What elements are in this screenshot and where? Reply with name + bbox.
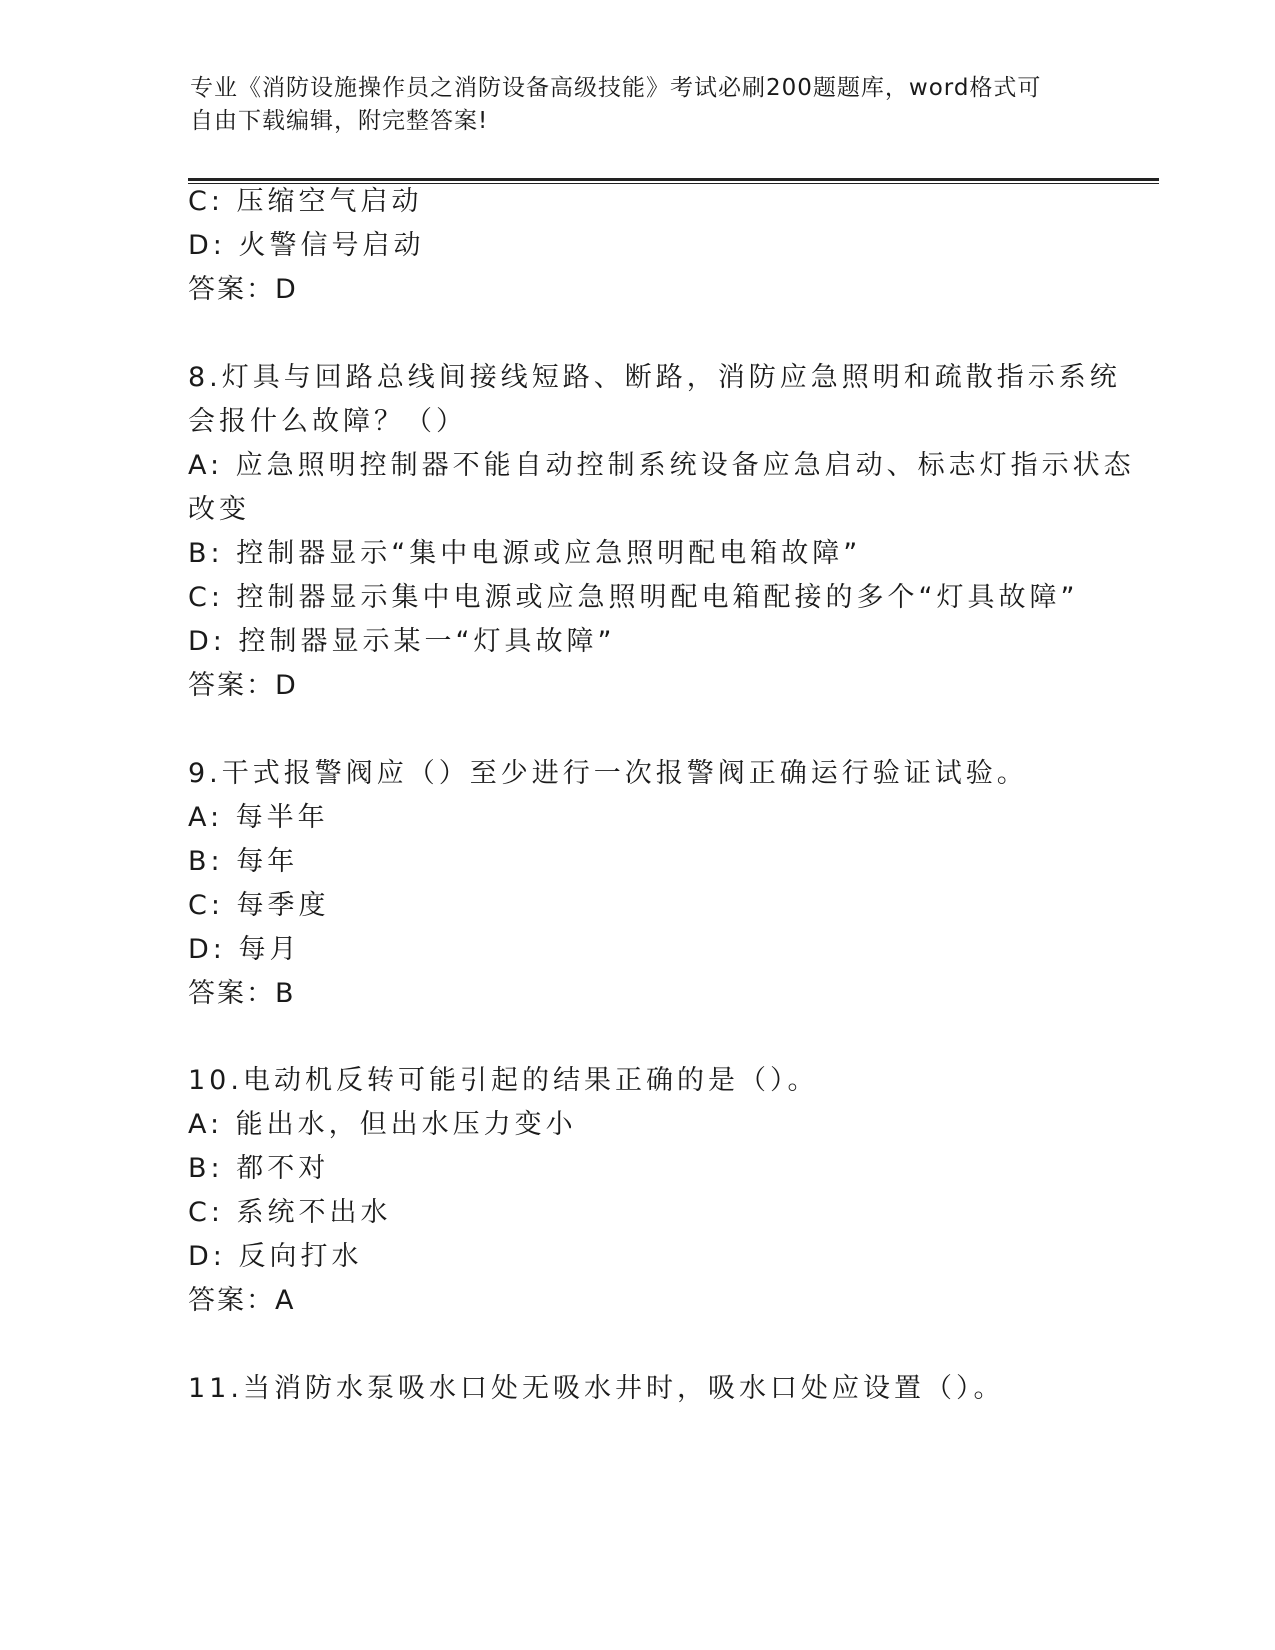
header-line-1: 专业《消防设施操作员之消防设备高级技能》考试必刷200题题库，word格式可 xyxy=(190,75,1042,101)
question-9-option-b: B: 每年 xyxy=(188,846,299,877)
prev-question-option-c: C: 压缩空气启动 xyxy=(188,186,423,217)
question-8-option-a-line-1: A: 应急照明控制器不能自动控制系统设备应急启动、标志灯指示状态 xyxy=(188,450,1135,481)
question-9-option-a: A: 每半年 xyxy=(188,802,329,833)
prev-question-answer: 答案：D xyxy=(188,274,298,305)
question-10-stem: 10.电动机反转可能引起的结果正确的是（）。 xyxy=(188,1065,819,1096)
question-10-answer: 答案：A xyxy=(188,1285,296,1316)
header-divider-thick xyxy=(188,178,1159,181)
header-line-2: 自由下载编辑，附完整答案! xyxy=(190,108,489,134)
question-9-stem: 9.干式报警阀应（）至少进行一次报警阀正确运行验证试验。 xyxy=(188,758,1028,789)
question-8-stem-line-2: 会报什么故障？（） xyxy=(188,406,467,437)
question-8-answer: 答案：D xyxy=(188,670,298,701)
question-8-option-d: D: 控制器显示某一“灯具故障” xyxy=(188,626,616,657)
question-8-option-a-line-2: 改变 xyxy=(188,494,250,525)
prev-question-option-d: D: 火警信号启动 xyxy=(188,230,425,261)
question-11-stem: 11.当消防水泵吸水口处无吸水井时，吸水口处应设置（）。 xyxy=(188,1373,1005,1404)
document-header xyxy=(190,72,1090,138)
question-10-option-c: C: 系统不出水 xyxy=(188,1197,392,1228)
question-9-answer: 答案：B xyxy=(188,978,296,1009)
question-9-option-d: D: 每月 xyxy=(188,934,301,965)
question-8-option-c: C: 控制器显示集中电源或应急照明配电箱配接的多个“灯具故障” xyxy=(188,582,1079,613)
question-8-stem-line-1: 8.灯具与回路总线间接线短路、断路，消防应急照明和疏散指示系统 xyxy=(188,362,1121,393)
question-10-option-d: D: 反向打水 xyxy=(188,1241,363,1272)
question-9-option-c: C: 每季度 xyxy=(188,890,330,921)
question-10-option-b: B: 都不对 xyxy=(188,1153,330,1184)
question-10-option-a: A: 能出水，但出水压力变小 xyxy=(188,1109,577,1140)
question-8-option-b: B: 控制器显示“集中电源或应急照明配电箱故障” xyxy=(188,538,862,569)
